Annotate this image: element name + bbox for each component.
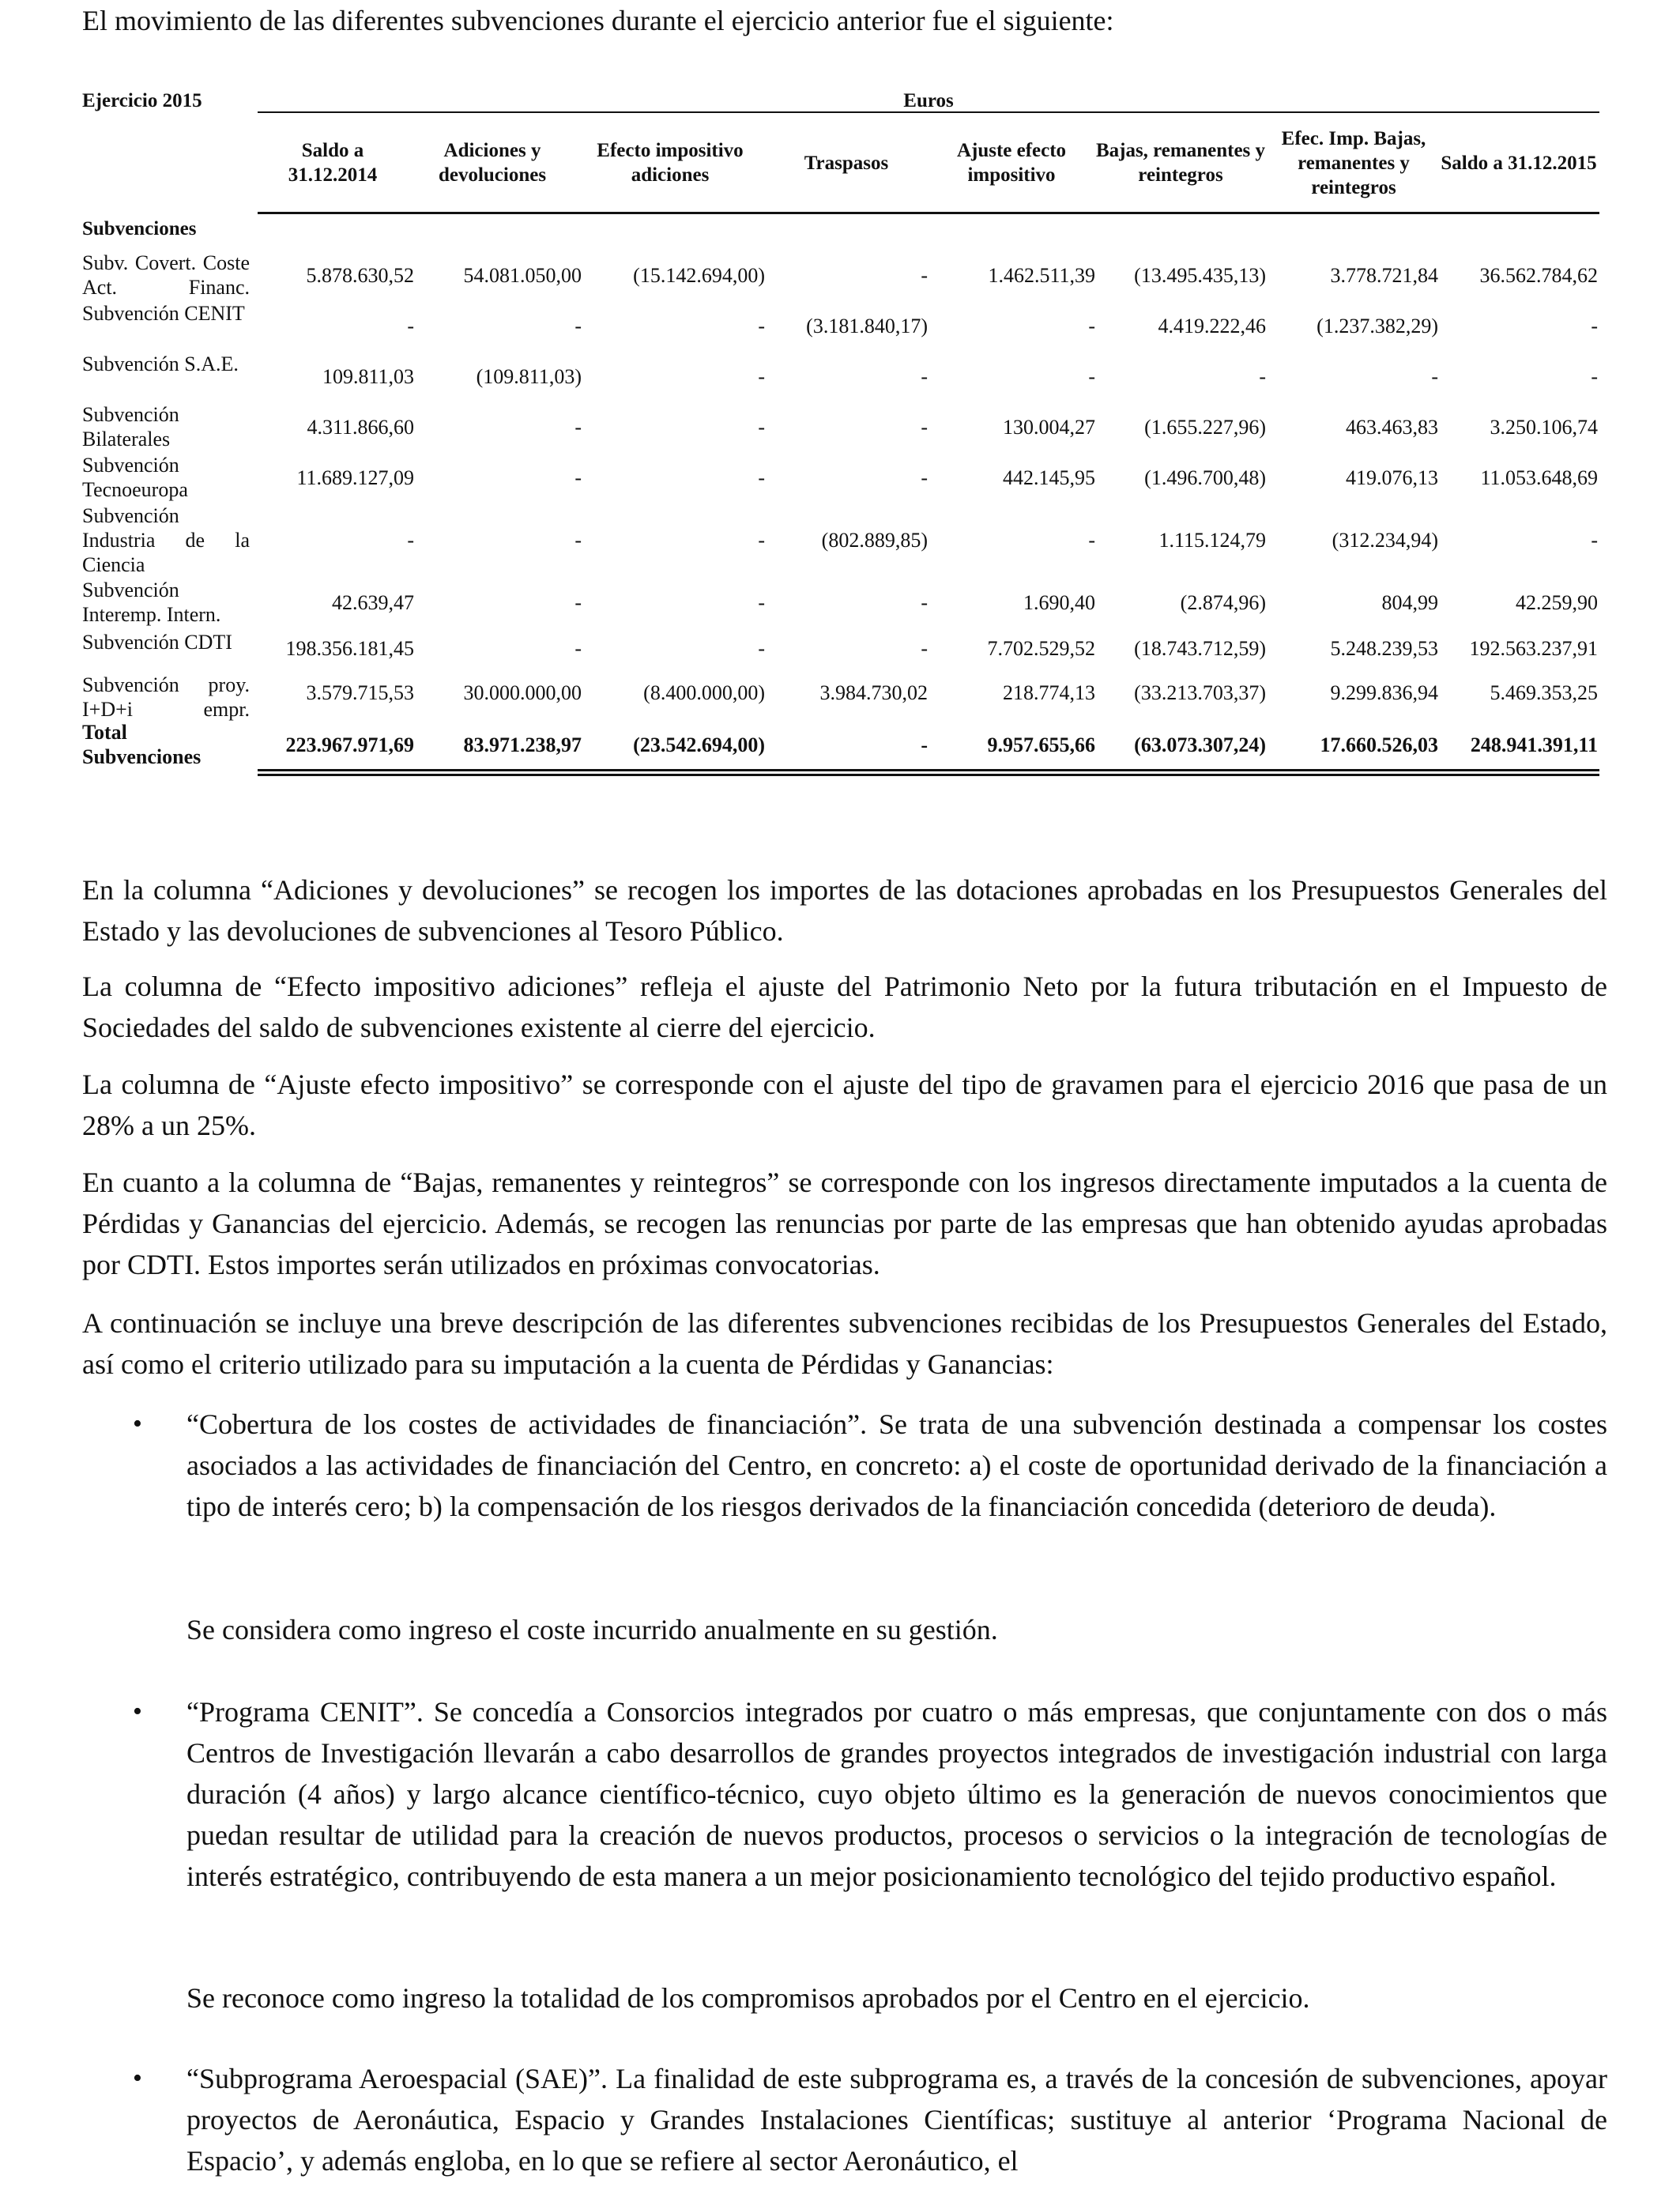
cell: - — [758, 365, 765, 388]
cell: 3.250.106,74 — [1490, 416, 1598, 439]
cell: (3.181.840,17) — [806, 315, 928, 337]
row-label: Total Subvenciones — [82, 721, 202, 768]
bullet-marker: • — [133, 1409, 142, 1438]
table-row — [82, 251, 1599, 301]
cell: 109.811,03 — [322, 365, 414, 388]
cell: 3.778.721,84 — [1330, 264, 1438, 287]
cell: 9.957.655,66 — [987, 733, 1095, 756]
column-header: Efecto impositivo adiciones — [597, 140, 744, 186]
cell: - — [921, 637, 928, 660]
row-label: Subvención CDTI — [82, 631, 232, 654]
cell: 223.967.971,69 — [285, 733, 414, 756]
cell: (18.743.712,59) — [1134, 637, 1266, 660]
cell: - — [407, 529, 414, 552]
cell: 3.984.730,02 — [819, 681, 928, 704]
cell: - — [758, 416, 765, 439]
column-header: Adiciones y devoluciones — [438, 140, 547, 186]
column-header: Saldo a 31.12.2014 — [288, 140, 378, 186]
cell: 42.639,47 — [332, 591, 414, 614]
cell: - — [574, 637, 582, 660]
cell: (8.400.000,00) — [643, 681, 765, 704]
column-header: Saldo a 31.12.2015 — [1441, 152, 1597, 174]
cell: - — [1591, 315, 1598, 337]
cell: 1.690,40 — [1023, 591, 1095, 614]
cell: 442.145,95 — [1003, 466, 1095, 489]
cell: 3.579.715,53 — [306, 681, 414, 704]
row-header: Subvenciones — [82, 218, 197, 239]
cell: (109.811,03) — [476, 365, 582, 388]
cell: 7.702.529,52 — [987, 637, 1095, 660]
cell: - — [758, 315, 765, 337]
bullet-marker: • — [133, 2064, 142, 2093]
row-label: Subvención Bilaterales — [82, 403, 179, 450]
paragraph: La columna de “Efecto impositivo adiciones” refleja el ajuste del Patrimonio Neto por la futura tributación en el Impuesto de Sociedades del saldo de subvenciones existente al cierre del ejercicio. — [82, 971, 1607, 1043]
cell: (1.237.382,29) — [1317, 315, 1438, 337]
cell: - — [921, 591, 928, 614]
cell: 1.115.124,79 — [1158, 529, 1266, 552]
cell: 130.004,27 — [1003, 416, 1095, 439]
cell: 218.774,13 — [1003, 681, 1095, 704]
bullet-marker: • — [133, 1697, 142, 1726]
cell: (13.495.435,13) — [1134, 264, 1266, 287]
cell: - — [921, 365, 928, 388]
header-rule — [258, 212, 1599, 214]
cell: 9.299.836,94 — [1330, 681, 1438, 704]
cell: - — [574, 591, 582, 614]
cell: (802.889,85) — [821, 529, 928, 552]
cell: 248.941.391,11 — [1470, 733, 1598, 756]
table-row — [82, 503, 1599, 578]
cell: (312.234,94) — [1332, 529, 1438, 552]
cell: - — [1591, 529, 1598, 552]
intro-text: El movimiento de las diferentes subvenciones durante el ejercicio anterior fue el siguiente: — [82, 5, 1114, 36]
cell: 804,99 — [1381, 591, 1438, 614]
cell: - — [758, 591, 765, 614]
bullet-note: Se reconoce como ingreso la totalidad de los compromisos aprobados por el Centro en el ejercicio. — [186, 1982, 1310, 2014]
cell: - — [574, 315, 582, 337]
cell: 4.311.866,60 — [307, 416, 414, 439]
table-row — [82, 453, 1599, 503]
cell: 5.469.353,25 — [1490, 681, 1598, 704]
cell: - — [758, 466, 765, 489]
table-row — [82, 301, 1599, 352]
cell: (15.142.694,00) — [633, 264, 765, 287]
cell: 54.081.050,00 — [463, 264, 582, 287]
column-header: Traspasos — [804, 152, 889, 174]
table-row — [82, 352, 1599, 402]
cell: 36.562.784,62 — [1479, 264, 1598, 287]
total-double-rule — [258, 769, 1599, 771]
cell: (1.496.700,48) — [1144, 466, 1266, 489]
cell: - — [574, 416, 582, 439]
cell: 463.463,83 — [1346, 416, 1438, 439]
row-label: Subvención S.A.E. — [82, 352, 239, 375]
paragraph: La columna de “Ajuste efecto impositivo” se corresponde con el ajuste del tipo de gravamen para el ejercicio 2016 que pasa de un 28% a un 25%. — [82, 1069, 1607, 1141]
table-header — [82, 89, 1599, 251]
cell: 11.689.127,09 — [296, 466, 414, 489]
cell: 83.971.238,97 — [463, 733, 582, 756]
table-group-header: Euros — [903, 90, 954, 111]
paragraph: A continuación se incluye una breve descripción de las diferentes subvenciones recibidas de los Presupuestos Generales del Estado, así como el criterio utilizado para su imputación a la cuenta de Pérdidas y Ganancias: — [82, 1307, 1607, 1380]
table-row — [82, 665, 1599, 721]
table-body — [82, 251, 1599, 774]
table-row — [82, 578, 1599, 628]
row-label: Subvención Interemp. Intern. — [82, 579, 221, 626]
bullet-text: “Programa CENIT”. Se concedía a Consorcios integrados por cuatro o más empresas, que conjuntamente con dos o más Centros de Investigación llevarán a cabo desarrollos de grandes proyectos integrados de investigación industrial con larga duración (4 años) y largo alcance científico-técnico, cuyo objeto último es la generación de nuevos conocimientos que puedan resultar de utilidad para la creación de nuevos productos, procesos o servicios o la integración de tecnologías de interés estratégico, contribuyendo de esta manera a un mejor posicionamiento tecnológico del tejido productivo español. — [186, 1696, 1607, 1892]
cell: - — [574, 466, 582, 489]
cell: 5.878.630,52 — [306, 264, 414, 287]
cell: 4.419.222,46 — [1158, 315, 1266, 337]
cell: - — [407, 315, 414, 337]
cell: (2.874,96) — [1180, 591, 1266, 614]
cell: - — [921, 466, 928, 489]
paragraph: En cuanto a la columna de “Bajas, remanentes y reintegros” se corresponde con los ingresos directamente imputados a la cuenta de Pérdidas y Ganancias del ejercicio. Además, se recogen las renuncias por parte de las empresas que han obtenido ayudas aprobadas por CDTI. Estos importes serán utilizados en próximas convocatorias. — [82, 1167, 1607, 1280]
table-row — [82, 402, 1599, 453]
bullet-note: Se considera como ingreso el coste incurrido anualmente en su gestión. — [186, 1614, 998, 1646]
cell: - — [1431, 365, 1438, 388]
cell: - — [921, 264, 928, 287]
bullet-text: “Cobertura de los costes de actividades de financiación”. Se trata de una subvención destinada a compensar los costes asociados a las actividades de financiación del Centro, en concreto: a) el coste de oportunidad derivado de la financiación a tipo de interés cero; b) la compensación de los riesgos derivados de la financiación concedida (deterioro de deuda). — [186, 1408, 1607, 1522]
cell: 11.053.648,69 — [1480, 466, 1598, 489]
paragraph: En la columna “Adiciones y devoluciones” se recogen los importes de las dotaciones aprobadas en los Presupuestos Generales del Estado y las devoluciones de subvenciones al Tesoro Público. — [82, 874, 1607, 947]
column-header: Bajas, remanentes y reintegros — [1095, 140, 1266, 186]
header-rule — [258, 111, 1599, 113]
cell: - — [1088, 315, 1095, 337]
cell: 419.076,13 — [1346, 466, 1438, 489]
cell: - — [574, 529, 582, 552]
row-label: Subvención CENIT — [82, 302, 245, 325]
cell: 42.259,90 — [1516, 591, 1598, 614]
column-header: Efec. Imp. Bajas, remanentes y reintegros — [1281, 127, 1426, 198]
cell: 30.000.000,00 — [463, 681, 582, 704]
cell: (23.542.694,00) — [633, 733, 765, 756]
cell: 198.356.181,45 — [285, 637, 414, 660]
cell: - — [921, 733, 928, 756]
row-label: Subvención Tecnoeuropa — [82, 454, 188, 501]
row-label: Subvención Industria de la Ciencia — [82, 504, 250, 576]
cell: 17.660.526,03 — [1320, 733, 1438, 756]
cell: - — [1591, 365, 1598, 388]
row-label: Subv. Covert. Coste Act. Financ. — [82, 251, 250, 299]
table-total-row — [82, 717, 1599, 774]
cell: 5.248.239,53 — [1330, 637, 1438, 660]
subsidies-table — [82, 89, 1599, 774]
table-row — [82, 628, 1599, 665]
cell: - — [758, 637, 765, 660]
column-header: Ajuste efecto impositivo — [956, 140, 1067, 186]
cell: - — [1088, 365, 1095, 388]
table-caption: Ejercicio 2015 — [82, 90, 202, 111]
bullet-text: “Subprograma Aeroespacial (SAE)”. La finalidad de este subprograma es, a través de la concesión de subvenciones, apoyar proyectos de Aeronáutica, Espacio y Grandes Instalaciones Científicas; sustituye al anterior ‘Programa Nacional de Espacio’, y además engloba, en lo que se refiere al sector Aeronáutico, el — [186, 2063, 1607, 2177]
cell: - — [1088, 529, 1095, 552]
total-double-rule — [258, 774, 1599, 776]
cell: 192.563.237,91 — [1469, 637, 1598, 660]
cell: - — [1259, 365, 1266, 388]
cell: (63.073.307,24) — [1134, 733, 1266, 756]
cell: - — [758, 529, 765, 552]
cell: (33.213.703,37) — [1134, 681, 1266, 704]
cell: - — [921, 416, 928, 439]
row-label: Subvención proy. I+D+i empr. — [82, 673, 250, 721]
cell: (1.655.227,96) — [1144, 416, 1266, 439]
cell: 1.462.511,39 — [988, 264, 1095, 287]
